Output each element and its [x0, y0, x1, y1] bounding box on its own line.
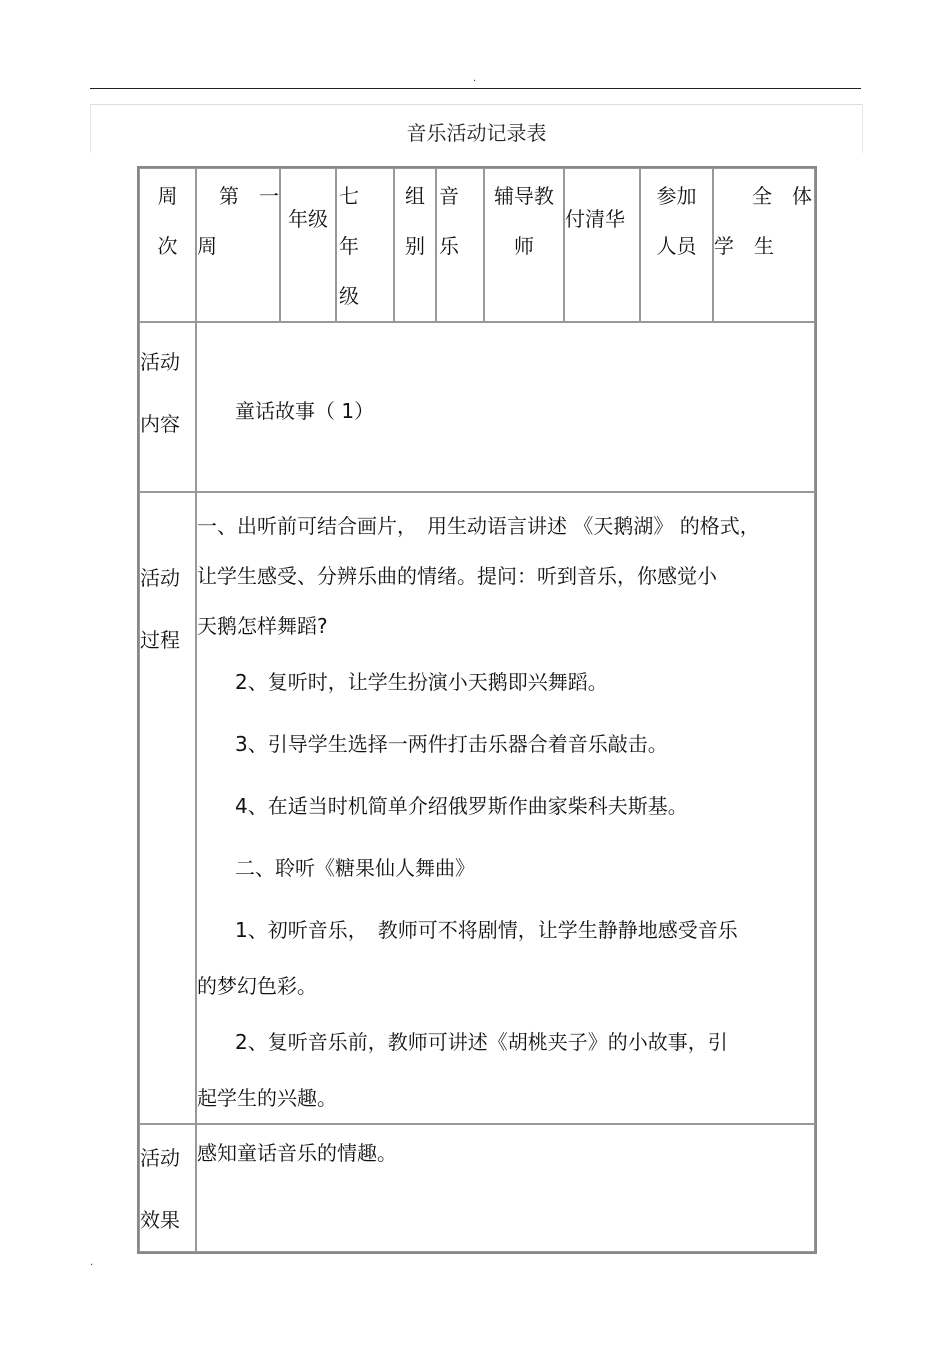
- process-line-11: 起学生的兴趣。: [197, 1086, 337, 1110]
- group-label-line-1: 组: [405, 184, 425, 208]
- title-box: [90, 104, 863, 153]
- week-label-line-2: 次: [157, 234, 178, 258]
- header-rule: [90, 88, 861, 89]
- participants-label-line-2: 人员: [656, 234, 697, 258]
- participants-value-line-1: 全 体: [752, 184, 812, 208]
- content-label-line-2: 内容: [140, 412, 180, 436]
- grade-label-cell: [280, 168, 336, 322]
- grade-value-line-1: 七 年: [339, 184, 379, 258]
- effect-label-line-1: 活动: [140, 1146, 180, 1170]
- week-label-line-1: 周: [157, 184, 178, 208]
- participants-value-cell: [713, 168, 815, 322]
- effect-label-line-2: 效果: [140, 1208, 180, 1232]
- week-value-cell: [196, 168, 280, 322]
- process-line-6: 4、在适当时机简单介绍俄罗斯作曲家柴科夫斯基。: [235, 794, 688, 818]
- activity-record-table: [137, 166, 817, 1254]
- teacher-value-cell: [564, 168, 640, 322]
- content-label-cell: [139, 322, 196, 492]
- effect-value-cell: [196, 1124, 815, 1252]
- process-value-cell: [196, 492, 815, 1124]
- participants-value-line-2: 学 生: [714, 234, 774, 258]
- group-label-line-2: 别: [405, 234, 425, 258]
- process-line-9: 的梦幻色彩。: [197, 974, 317, 998]
- process-line-2: 让学生感受、分辨乐曲的情绪。提问：听到音乐，你感觉小: [197, 564, 717, 588]
- footer-dot-mark: .: [90, 1257, 94, 1268]
- process-row: [139, 492, 815, 1124]
- process-line-3: 天鹅怎样舞蹈?: [197, 614, 328, 638]
- process-label-line-1: 活动: [140, 566, 180, 590]
- participants-label-line-1: 参加: [656, 184, 697, 208]
- process-line-5: 3、引导学生选择一两件打击乐器合着音乐敲击。: [235, 732, 668, 756]
- header-row: [139, 168, 815, 322]
- participants-label-cell: [640, 168, 713, 322]
- process-label-cell: [139, 492, 196, 1124]
- group-value-line-1: 音: [439, 184, 459, 208]
- content-label-line-1: 活动: [140, 350, 180, 374]
- teacher-label-cell: [484, 168, 564, 322]
- process-line-8: 1、初听音乐， 教师可不将剧情，让学生静静地感受音乐: [235, 918, 738, 942]
- content-value-cell: [196, 322, 815, 492]
- content-row: [139, 322, 815, 492]
- grade-value-cell: [336, 168, 394, 322]
- teacher-name: 付清华: [565, 206, 625, 231]
- process-text: [197, 493, 814, 1123]
- group-value-cell: [436, 168, 484, 322]
- group-value-line-2: 乐: [439, 234, 459, 258]
- header-dot-mark: .: [473, 73, 477, 84]
- week-value-line-2: 周: [197, 234, 217, 258]
- group-label-cell: [394, 168, 436, 322]
- process-line-4: 2、复听时，让学生扮演小天鹅即兴舞蹈。: [235, 670, 608, 694]
- effect-row: [139, 1124, 815, 1252]
- content-text: 童话故事（ 1）: [235, 399, 375, 423]
- effect-text: 感知童话音乐的情趣。: [197, 1141, 397, 1165]
- week-value-line-1: 第 一: [219, 184, 279, 208]
- process-line-7: 二、聆听《糖果仙人舞曲》: [235, 856, 475, 880]
- effect-label-cell: [139, 1124, 196, 1252]
- process-line-10: 2、复听音乐前，教师可讲述《胡桃夹子》的小故事，引: [235, 1030, 728, 1054]
- page-title: 音乐活动记录表: [406, 121, 547, 145]
- grade-label: 年级: [288, 206, 328, 231]
- teacher-label-line-2: 师: [514, 234, 534, 258]
- process-label-line-2: 过程: [140, 628, 180, 652]
- process-line-1: 一、出听前可结合画片， 用生动语言讲述 《天鹅湖》 的格式，: [197, 514, 760, 538]
- grade-value-line-2: 级: [339, 284, 359, 308]
- teacher-label-line-1: 辅导教: [494, 184, 554, 208]
- week-label-cell: [139, 168, 196, 322]
